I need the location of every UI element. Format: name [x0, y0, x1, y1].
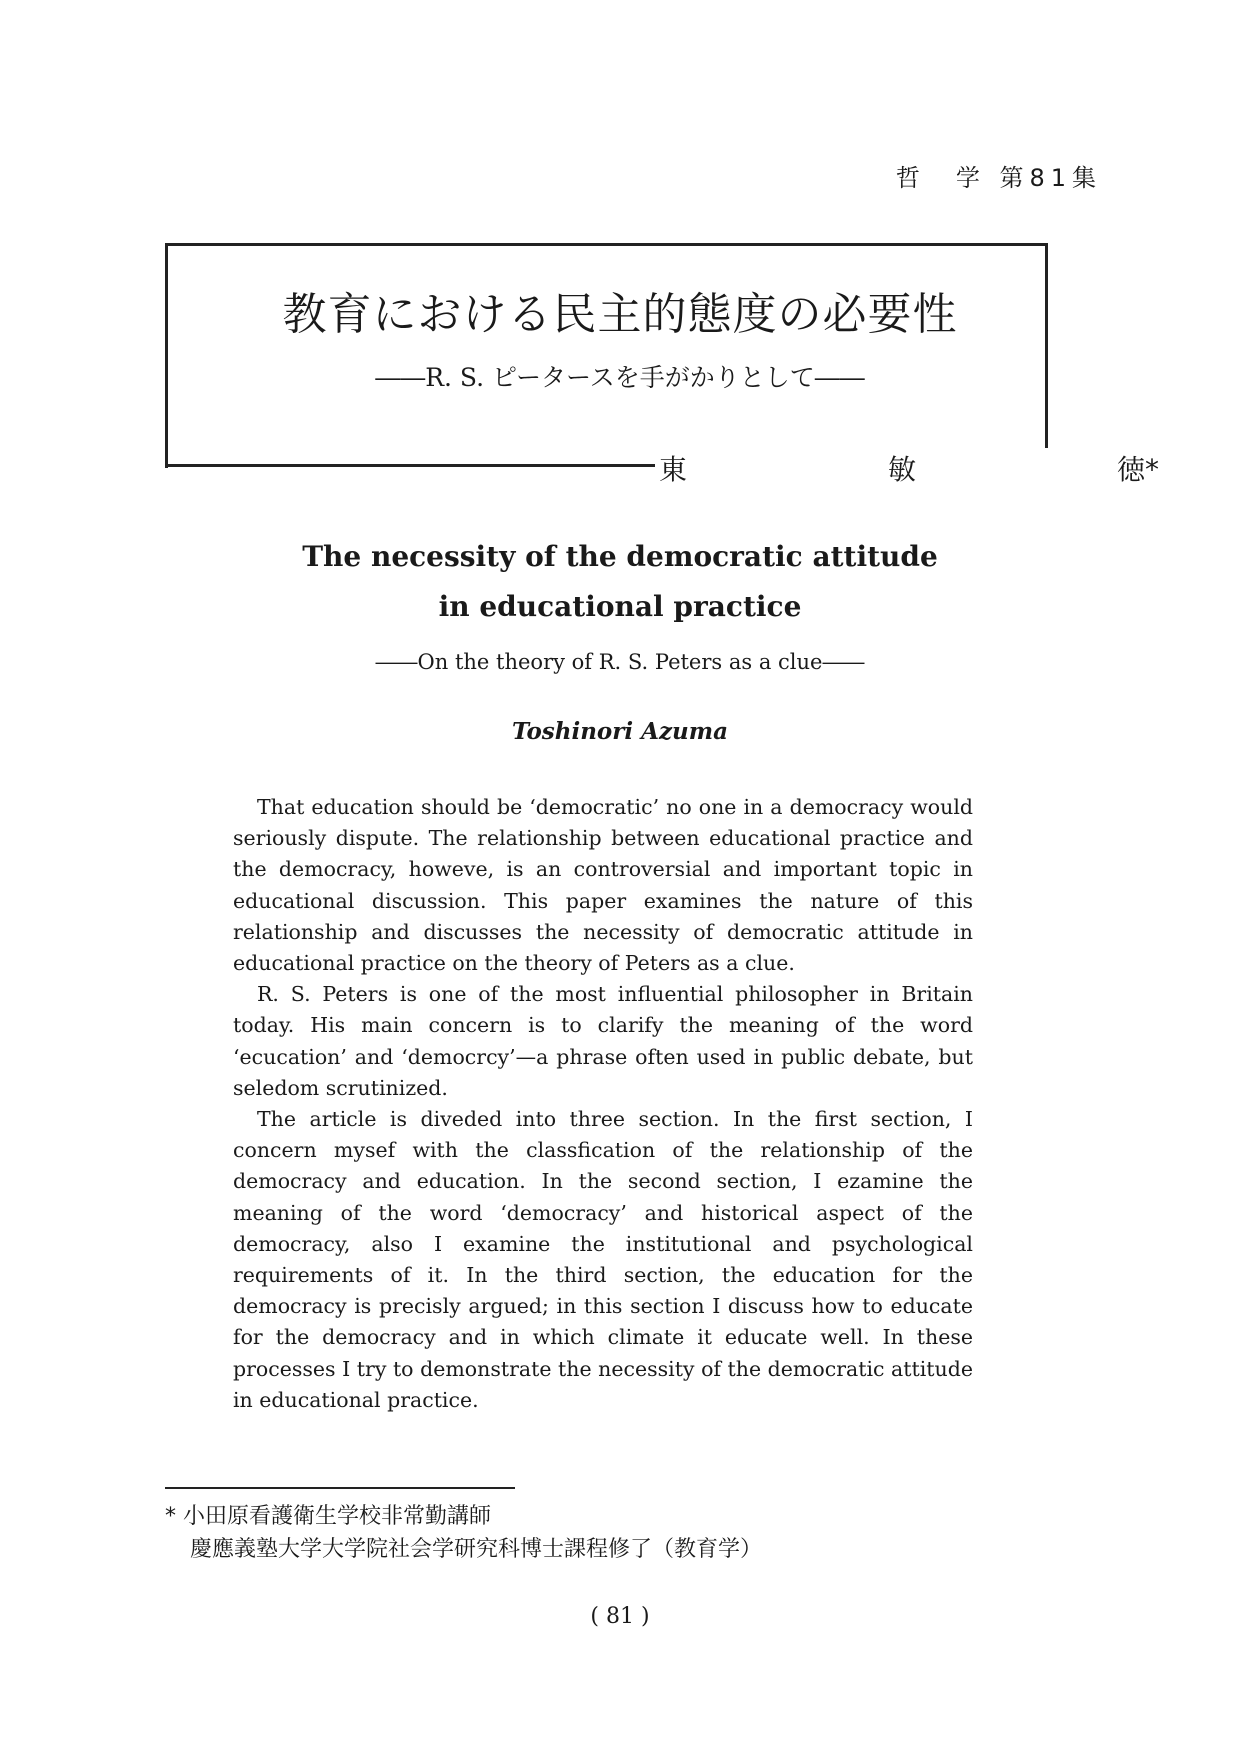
english-title-line2: in educational practice: [438, 590, 802, 623]
abstract-paragraph: R. S. Peters is one of the most influential philosopher in Britain today. His main concern is to clarify the meaning of the word ‘ecucation’ and ‘democrcy’—a phrase often used in public debate, but seledom scrutinized.: [233, 982, 973, 1100]
japanese-author: [655, 448, 1163, 488]
japanese-title: 教育における民主的態度の必要性: [282, 289, 958, 340]
page-number: ( 81 ): [590, 1604, 650, 1629]
author-line: [165, 452, 1159, 486]
footnote-line: 慶應義塾大学大学院社会学研究科博士課程修了（教育学）: [190, 1537, 763, 1562]
author-char: 敏: [887, 453, 916, 486]
title-frame: [165, 243, 1048, 468]
abstract: [233, 792, 973, 1416]
footnote-rule: [165, 1487, 515, 1489]
author-char: 東: [659, 453, 688, 486]
footnote-line: * 小田原看護衛生学校非常勤講師: [165, 1504, 491, 1529]
author-char: 徳*: [1116, 453, 1159, 486]
english-subtitle: ――On the theory of R. S. Peters as a clue――: [375, 650, 865, 674]
footnote: [165, 1500, 762, 1566]
english-title-line1: The necessity of the democratic attitude: [302, 540, 938, 573]
journal-header: 哲 学 第81集: [895, 164, 1102, 192]
japanese-subtitle: ――R. S. ピータースを手がかりとして――: [375, 363, 865, 392]
english-author: Toshinori Azuma: [511, 718, 729, 745]
abstract-paragraph: That education should be ‘democratic’ no one in a democracy would seriously dispute. The relationship between educational practice and the democracy, howeve, is an controversial and important topic in educational discussion. This paper examines the nature of this relationship and discusses the necessity of democratic attitude in educational practice on the theory of Peters as a clue.: [233, 795, 973, 976]
abstract-paragraph: The article is diveded into three section. In the first section, I concern mysef with the classfication of the relationship of the democracy and education. In the second section, I ezamine the meaning of the word ‘democracy’ and historical aspect of the democracy, also I examine the institutional and psychological requirements of it. In the third section, the education for the democracy is precisly argued; in this section I discuss how to educate for the democracy and in which climate it educate well. In these processes I try to demonstrate the necessity of the democratic attitude in educational practice.: [233, 1107, 973, 1412]
